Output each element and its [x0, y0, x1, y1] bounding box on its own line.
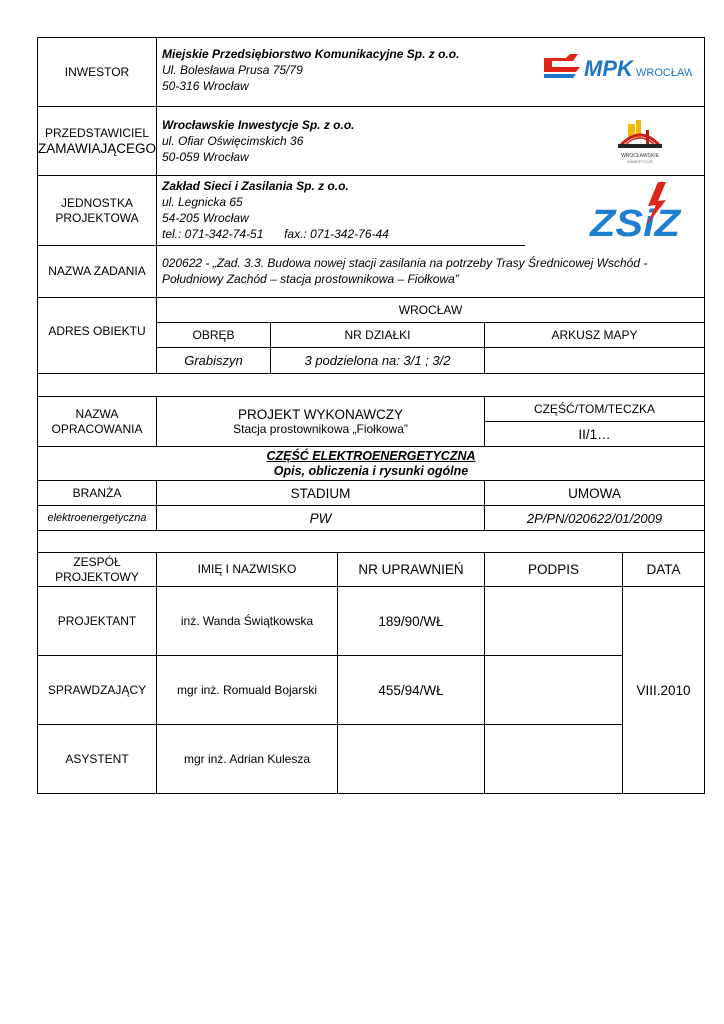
przedstawiciel-label — [38, 107, 156, 175]
wi-logo-line2: INWESTYCJE — [627, 159, 653, 164]
inwestor-label: INWESTOR — [64, 64, 130, 79]
przedstawiciel-name: Wrocławskie Inwestycje Sp. z o.o. — [162, 118, 355, 132]
jednostka-label-line2: PROJEKTOWA — [55, 210, 139, 225]
przedstawiciel-label-line2: ZAMAWIAJĄCEGO — [38, 141, 157, 156]
zespol-header-line2: PROJEKTOWY — [55, 569, 139, 584]
adres-dzialka-value: 3 podzielona na: 3/1 ; 3/2 — [304, 353, 451, 368]
stadium-value: PW — [309, 510, 332, 526]
mpk-logo-text: MPK — [584, 56, 633, 81]
adres-label: ADRES OBIEKTU — [48, 324, 146, 338]
name-sprawdzajacy: mgr inż. Romuald Bojarski — [176, 682, 318, 697]
czesc-block — [38, 447, 704, 480]
zadanie-line1: 020622 - „Zad. 3.3. Budowa nowej stacji zasilania na potrzeby Trasy Średnicowej Wschód - — [162, 256, 648, 270]
name-asystent: mgr inż. Adrian Kulesza — [183, 751, 311, 766]
zsiz-logo-mark — [588, 180, 684, 242]
jednostka-name: Zakład Sieci i Zasilania Sp. z o.o. — [162, 179, 349, 193]
wi-logo — [606, 116, 674, 166]
mpk-logo-mark — [540, 50, 692, 84]
jednostka-label — [38, 176, 156, 245]
wi-logo-mark — [606, 116, 674, 166]
umowa-header: UMOWA — [568, 485, 621, 501]
team-date: VIII.2010 — [636, 682, 691, 698]
zadanie-label: NAZWA ZADANIA — [48, 264, 146, 278]
jednostka-fax: fax.: 071-342-76-44 — [284, 227, 389, 241]
opracowanie-title-block — [157, 397, 484, 446]
divider — [37, 373, 705, 374]
zespol-header-line1: ZESPÓŁ — [73, 554, 121, 569]
adres-obreb-value: Grabiszyn — [184, 353, 243, 368]
przedstawiciel-label-line1: PRZEDSTAWICIEL — [44, 126, 149, 140]
zadanie-text — [162, 255, 702, 287]
license-projektant: 189/90/WŁ — [378, 613, 444, 629]
opracowanie-label — [38, 397, 156, 446]
przedstawiciel-details — [162, 117, 522, 165]
opracowanie-label-line1: NAZWA — [75, 406, 119, 421]
jednostka-details — [162, 178, 522, 242]
stadium-header: STADIUM — [290, 485, 351, 501]
adres-header-arkusz: ARKUSZ MAPY — [551, 327, 638, 342]
jednostka-street: ul. Legnicka 65 — [162, 195, 243, 209]
umowa-value: 2P/PN/020622/01/2009 — [526, 510, 663, 526]
zsiz-logo-text: ZSiZ — [588, 203, 682, 242]
inwestor-city: 50-316 Wrocław — [162, 79, 249, 93]
podpis-header: PODPIS — [527, 562, 579, 577]
adres-city: WROCŁAW — [398, 302, 463, 317]
role-sprawdzajacy: SPRAWDZAJĄCY — [47, 682, 147, 697]
license-sprawdzajacy: 455/94/WŁ — [378, 682, 444, 698]
divider — [37, 530, 705, 531]
adres-header-dzialka: NR DZIAŁKI — [344, 327, 411, 342]
opracowanie-subtitle: Stacja prostownikowa „Fiołkowa” — [233, 421, 408, 436]
jednostka-tel: tel.: 071-342-74-51 — [162, 227, 264, 241]
license-asystent — [338, 725, 484, 793]
uprawnienia-header: NR UPRAWNIEŃ — [358, 562, 464, 577]
divider — [484, 552, 485, 794]
jednostka-label-line1: JEDNOSTKA — [60, 195, 133, 210]
role-asystent: ASYSTENT — [65, 751, 129, 766]
name-projektant: inż. Wanda Świątkowska — [180, 613, 314, 628]
branza-value: elektroenergetyczna — [47, 511, 147, 524]
border-bottom — [37, 793, 705, 794]
opracowanie-title: PROJEKT WYKONAWCZY — [237, 406, 403, 422]
mpk-logo — [540, 50, 692, 84]
adres-header-obreb: OBRĘB — [192, 327, 235, 342]
inwestor-name: Miejskie Przedsiębiorstwo Komunikacyjne Sp. z o.o. — [162, 47, 460, 61]
data-header: DATA — [646, 562, 681, 577]
imie-header: IMIĘ I NAZWISKO — [197, 562, 297, 576]
inwestor-details — [162, 46, 522, 94]
jednostka-contact — [162, 226, 522, 242]
zadanie-line2: Południowy Zachód – stacja prostownikowa – Fiołkowa” — [162, 272, 459, 286]
part-value: II/1… — [578, 426, 611, 442]
border-right — [704, 37, 705, 794]
inwestor-street: Ul. Bolesława Prusa 75/79 — [162, 63, 303, 77]
opracowanie-label-line2: OPRACOWANIA — [51, 421, 143, 436]
mpk-logo-sub: WROCŁAW — [636, 67, 692, 79]
zespol-header — [38, 553, 156, 586]
jednostka-city: 54-205 Wrocław — [162, 211, 249, 225]
adres-arkusz-value — [485, 348, 704, 373]
zsiz-logo — [588, 180, 684, 242]
role-projektant: PROJEKTANT — [57, 613, 137, 628]
przedstawiciel-city: 50-059 Wrocław — [162, 150, 249, 164]
czesc-title: CZĘŚĆ ELEKTROENERGETYCZNA — [266, 448, 476, 463]
czesc-subtitle: Opis, obliczenia i rysunki ogólne — [273, 463, 469, 478]
branza-header: BRANŻA — [72, 485, 122, 500]
part-header: CZĘŚĆ/TOM/TECZKA — [533, 401, 656, 416]
przedstawiciel-street: ul. Ofiar Oświęcimskich 36 — [162, 134, 304, 148]
wi-logo-line1: WROCŁAWSKIE — [621, 153, 659, 159]
